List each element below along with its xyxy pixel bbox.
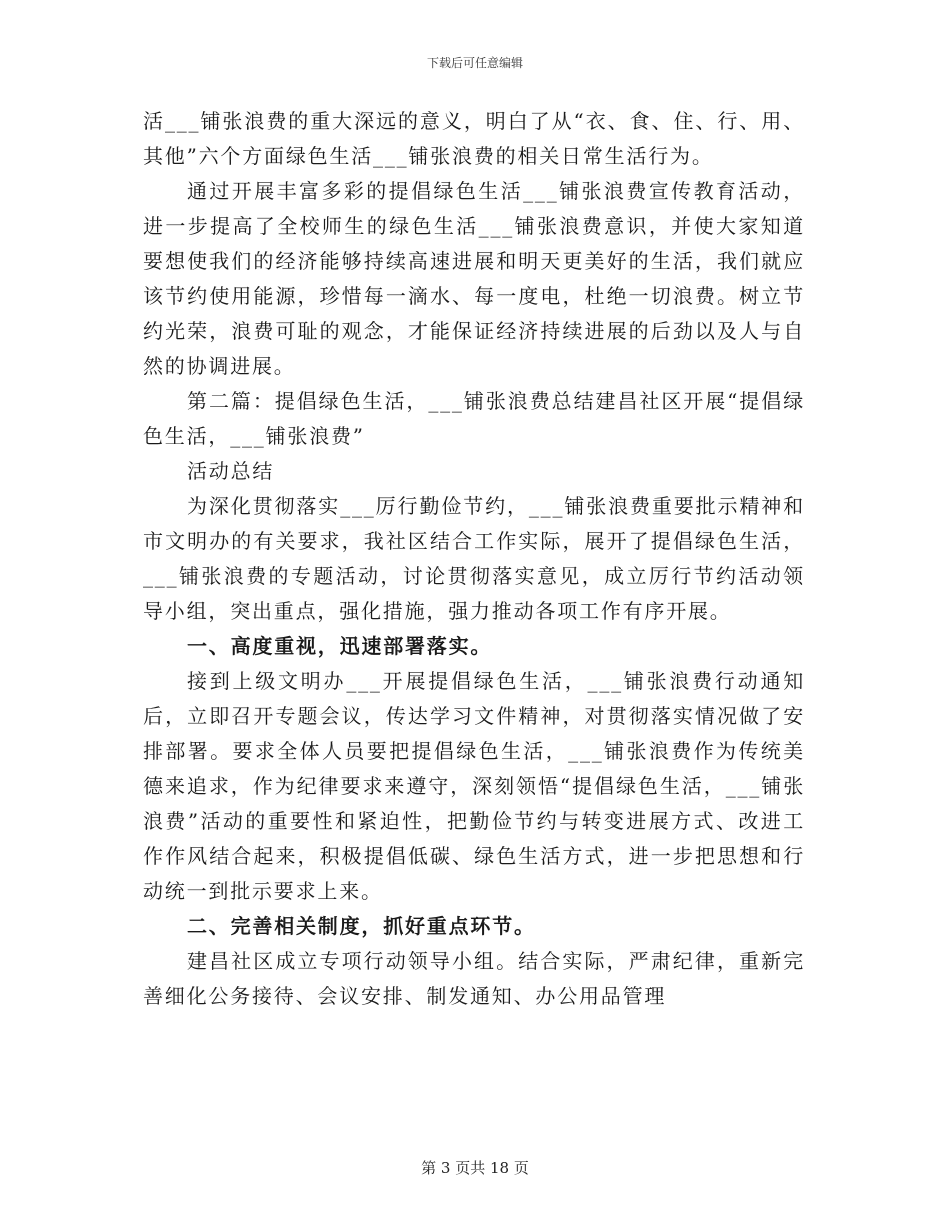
paragraph-2: 通过开展丰富多彩的提倡绿色生活___铺张浪费宣传教育活动，进一步提高了全校师生的绿色生活___铺张浪费意识，并使大家知道要想使我们的经济能够持续高速进展和明天更美好的生活，我们就应该节约使用能源，珍惜每一滴水、每一度电，杜绝一切浪费。树立节约光荣，浪费可耻的观念，才能保证经济持续进展的后劲以及人与自然的协调进展。 (143, 179, 805, 378)
page-header: 下载后可任意编辑 (426, 56, 523, 70)
paragraph-1: 活___铺张浪费的重大深远的意义，明白了从“衣、食、住、行、用、其他”六个方面绿色生活___铺张浪费的相关日常生活行为。 (143, 109, 805, 168)
paragraph-5: 为深化贯彻落实___厉行勤俭节约，___铺张浪费重要批示精神和市文明办的有关要求，我社区结合工作实际，展开了提倡绿色生活，___铺张浪费的专题活动，讨论贯彻落实意见，成立厉行节约活动领导小组，突出重点，强化措施，强力推动各项工作有序开展。 (143, 494, 805, 623)
document-body (143, 104, 805, 1014)
heading-1: 一、高度重视，迅速部署落实。 (187, 634, 493, 658)
paragraph-3-section-title: 第二篇：提倡绿色生活，___铺张浪费总结建昌社区开展“提倡绿色生活，___铺张浪费” (143, 389, 805, 448)
page-footer: 第 3 页共 18 页 (421, 1159, 529, 1177)
heading-2: 二、完善相关制度，抓好重点环节。 (187, 914, 536, 938)
paragraph-4-activity-summary: 活动总结 (187, 459, 275, 483)
paragraph-9: 建昌社区成立专项行动领导小组。结合实际，严肃纪律，重新完善细化公务接待、会议安排、制发通知、办公用品管理 (143, 949, 805, 1008)
paragraph-7: 接到上级文明办___开展提倡绿色生活，___铺张浪费行动通知后，立即召开专题会议，传达学习文件精神，对贯彻落实情况做了安排部署。要求全体人员要把提倡绿色生活，___铺张浪费作为传统美德来追求，作为纪律要求来遵守，深刻领悟“提倡绿色生活，___铺张浪费”活动的重要性和紧迫性，把勤俭节约与转变进展方式、改进工作作风结合起来，积极提倡低碳、绿色生活方式，进一步把思想和行动统一到批示要求上来。 (143, 669, 805, 903)
